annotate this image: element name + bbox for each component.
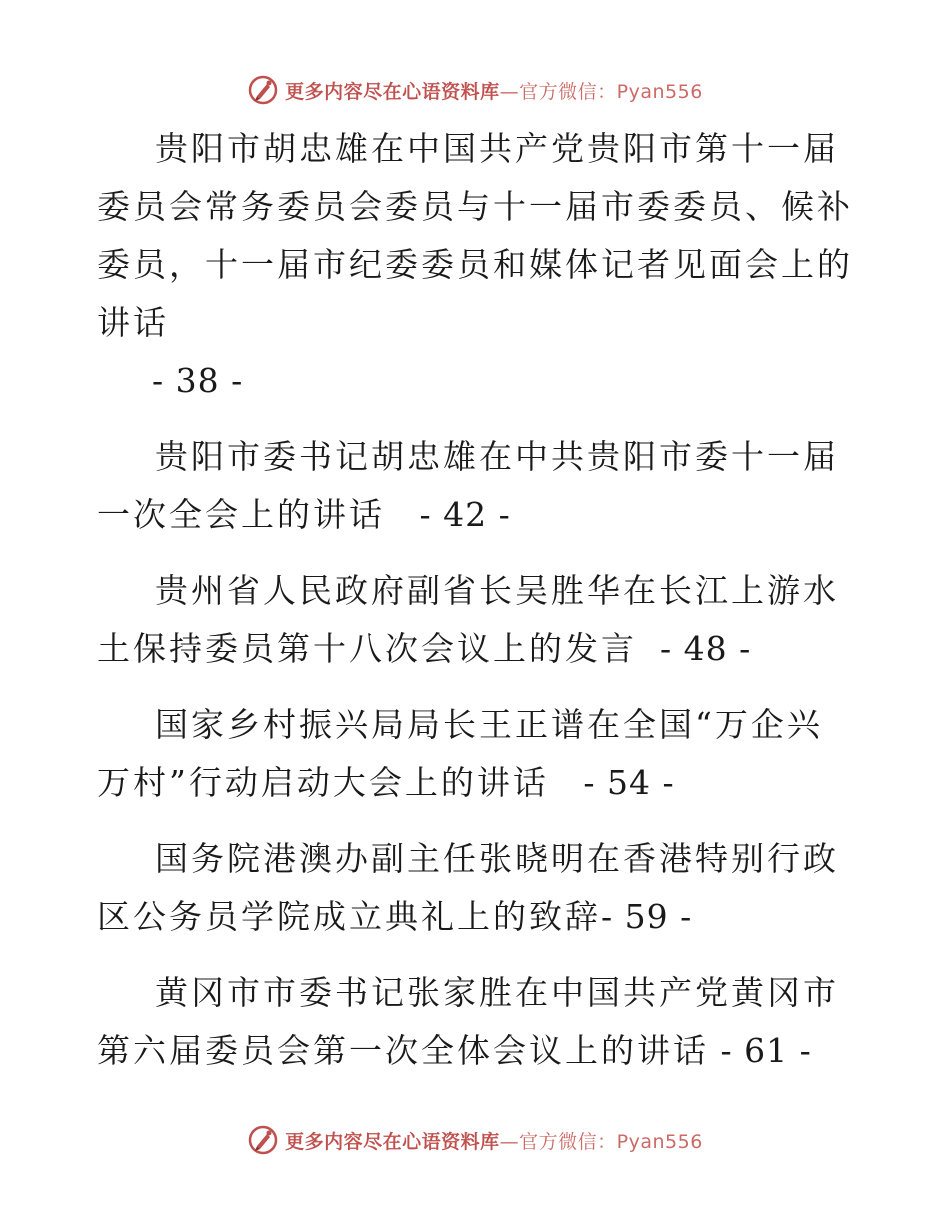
toc-entry-page: - 61 -	[720, 1031, 812, 1070]
toc-entry[interactable]	[97, 696, 857, 812]
toc-entry[interactable]	[97, 428, 857, 544]
footer-watermark-text	[285, 1127, 703, 1154]
toc-entry-page: - 38 -	[152, 361, 244, 400]
toc-entry-page: - 59 -	[601, 897, 693, 936]
toc-entry[interactable]	[97, 830, 857, 946]
pen-logo-icon	[247, 74, 279, 106]
toc-entry-title: 贵州省人民政府副省长吴胜华在长江上游水土保持委员第十八次会议上的发言	[97, 571, 839, 668]
header-watermark	[0, 70, 950, 110]
toc-entry-title: 国家乡村振兴局局长王正谱在全国“万企兴万村”行动启动大会上的讲话	[97, 705, 823, 802]
toc-list	[97, 120, 857, 1098]
toc-entry-title: 国务院港澳办副主任张晓明在香港特别行政区公务员学院成立典礼上的致辞	[97, 839, 839, 936]
toc-entry-page: - 54 -	[583, 763, 675, 802]
footer-watermark-wechat: 官方微信：Pyan556	[519, 1130, 703, 1153]
toc-entry-title: 贵阳市委书记胡忠雄在中共贵阳市委十一届一次全会上的讲话	[97, 437, 839, 534]
header-watermark-dash: —	[499, 80, 520, 103]
footer-watermark-dash: —	[499, 1130, 520, 1153]
header-watermark-text	[285, 77, 703, 104]
toc-entry-title: 黄冈市市委书记张家胜在中国共产党黄冈市第六届委员会第一次全体会议上的讲话	[97, 973, 839, 1070]
footer-watermark-main: 更多内容尽在心语资料库	[285, 1130, 500, 1153]
pen-logo-icon	[247, 1124, 279, 1156]
toc-entry-title: 贵阳市胡忠雄在中国共产党贵阳市第十一届委员会常务委员会委员与十一届市委委员、候补委员，十一届市纪委委员和媒体记者见面会上的讲话	[97, 129, 853, 342]
toc-entry[interactable]	[97, 120, 857, 410]
toc-entry-page: - 48 -	[659, 629, 752, 668]
toc-entry-page: - 42 -	[419, 495, 511, 534]
header-watermark-wechat: 官方微信：Pyan556	[519, 80, 703, 103]
toc-entry[interactable]	[97, 562, 857, 678]
header-watermark-main: 更多内容尽在心语资料库	[285, 80, 500, 103]
footer-watermark	[0, 1120, 950, 1160]
toc-entry[interactable]	[97, 964, 857, 1080]
